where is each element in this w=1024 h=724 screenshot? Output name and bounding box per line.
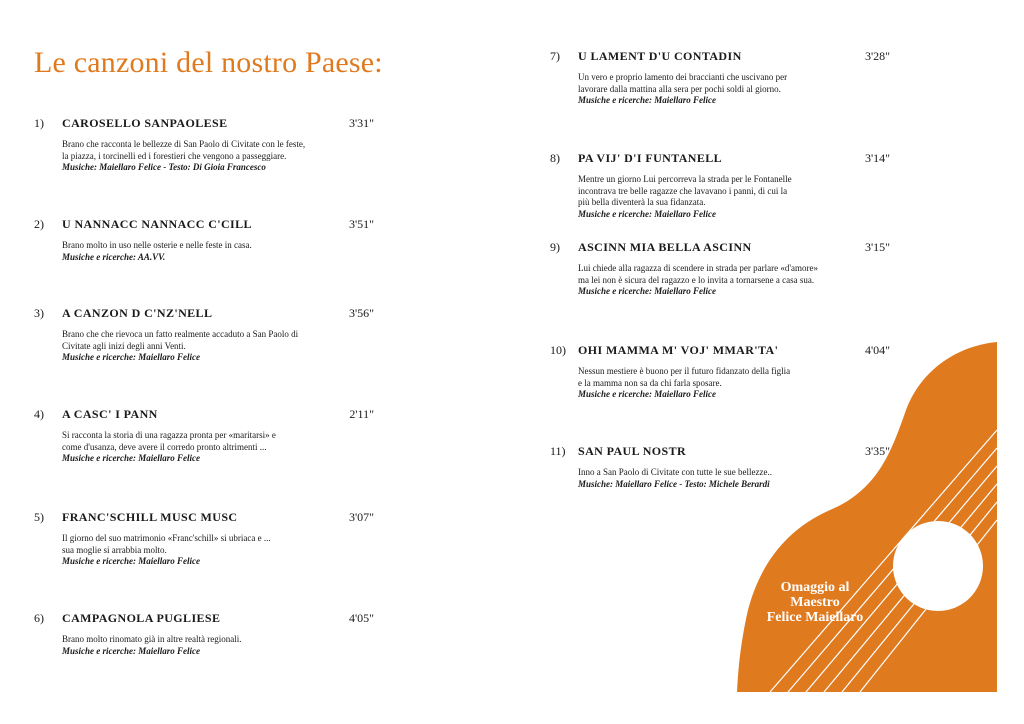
tribute-text: Omaggio al Maestro Felice Maiellaro xyxy=(766,580,864,625)
song-credit: Musiche e ricerche: Maiellaro Felice xyxy=(578,286,716,296)
song-description: Brano molto in uso nelle osterie e nelle feste in casa. xyxy=(62,240,252,250)
song-credit: Musiche e ricerche: Maiellaro Felice xyxy=(62,453,200,463)
song-duration: 3'51" xyxy=(348,217,374,231)
song-item: 6) CAMPAGNOLA PUGLIESE 4'05" Brano molto rinomato già in altre realtà regionali. Musiche e ricerche: Maiellaro Felice xyxy=(34,611,374,656)
song-description: Nessun mestiere è buono per il futuro fidanzato della figlia e la mamma non sa da chi farla sposare. xyxy=(578,366,791,388)
song-title: A CANZON D C'NZ'NELL xyxy=(62,306,213,320)
song-credit: Musiche e ricerche: Maiellaro Felice xyxy=(62,352,200,362)
song-description: Mentre un giorno Lui percorreva la strada per le Fontanelle incontrava tre belle ragazze che lavavano i panni, di cui la più bella diventerà la sua fidanzata. xyxy=(578,174,792,207)
song-title: CAROSELLO SANPAOLESE xyxy=(62,116,228,130)
song-credit: Musiche e ricerche: AA.VV. xyxy=(62,251,166,262)
song-description: Brano che che rievoca un fatto realmente accaduto a San Paolo di Civitate agli inizi degli anni Venti. xyxy=(62,329,299,351)
song-item: 5) FRANC'SCHILL MUSC MUSC 3'07" Il giorno del suo matrimonio «Franc'schill» si ubriaca e ... sua moglie si arrabbia molto. Musiche e ricerche: Maiellaro Felice xyxy=(34,510,374,566)
song-item: 1) CAROSELLO SANPAOLESE 3'31" Brano che racconta le bellezze di San Paolo di Civitate con le feste, la piazza, i torcinelli ed i forestieri che vengono a passeggiare. Musiche: Maiellaro Felice - Testo: Di Gioia Francesco xyxy=(34,116,374,172)
song-title: SAN PAUL NOSTR xyxy=(578,444,687,458)
song-title: OHI MAMMA M' VOJ' MMAR'TA' xyxy=(578,343,779,357)
song-item: 8) PA VIJ' D'I FUNTANELL 3'14" Mentre un giorno Lui percorreva la strada per le Fontanelle incontrava tre belle ragazze che lavavano i panni, di cui la più bella diventerà la sua fidanzata. Musiche e ricerche: Maiellaro Felice xyxy=(550,151,890,219)
song-credit: Musiche e ricerche: Maiellaro Felice xyxy=(578,208,716,219)
song-duration: 3'56" xyxy=(348,306,374,320)
song-description: Si racconta la storia di una ragazza pronta per «maritarsi» e come d'usanza, deve avere il corredo pronto altrimenti ... xyxy=(62,430,276,452)
song-credit: Musiche: Maiellaro Felice - Testo: Michele Berardi xyxy=(578,478,770,489)
song-description: Il giorno del suo matrimonio «Franc'schill» si ubriaca e ... sua moglie si arrabbia molto. xyxy=(62,533,271,555)
song-duration: 3'31" xyxy=(348,116,374,130)
song-title: PA VIJ' D'I FUNTANELL xyxy=(578,151,723,165)
song-description: Inno a San Paolo di Civitate con tutte le sue bellezze.. xyxy=(578,467,772,477)
song-title: A CASC' I PANN xyxy=(62,407,158,421)
song-credit: Musiche e ricerche: Maiellaro Felice xyxy=(62,556,200,566)
song-description: Un vero e proprio lamento dei braccianti che uscivano per lavorare dalla mattina alla sera per pochi soldi al giorno. xyxy=(578,72,788,94)
song-description: Lui chiede alla ragazza di scendere in strada per parlare «d'amore» ma lei non è sicura del ragazzo e lo invita a tornarsene a casa sua. xyxy=(578,263,818,285)
song-item: 11) SAN PAUL NOSTR 3'35" Inno a San Paolo di Civitate con tutte le sue bellezze.. Musiche: Maiellaro Felice - Testo: Michele Berardi xyxy=(550,444,890,489)
song-duration: 3'35" xyxy=(864,444,890,458)
sound-hole xyxy=(893,521,983,611)
song-item: 10) OHI MAMMA M' VOJ' MMAR'TA' 4'04" Nessun mestiere è buono per il futuro fidanzato della figlia e la mamma non sa da chi farla sposare. Musiche e ricerche: Maiellaro Felice xyxy=(550,343,890,399)
song-description: Brano molto rinomato già in altre realtà regionali. xyxy=(62,634,242,644)
song-credit: Musiche e ricerche: Maiellaro Felice xyxy=(578,95,716,105)
song-description: Brano che racconta le bellezze di San Paolo di Civitate con le feste, la piazza, i torcinelli ed i forestieri che vengono a passeggiare. xyxy=(62,139,306,161)
song-item: 7) U LAMENT D'U CONTADIN 3'28" Un vero e proprio lamento dei braccianti che uscivano per lavorare dalla mattina alla sera per pochi soldi al giorno. Musiche e ricerche: Maiellaro Felice xyxy=(550,49,890,105)
song-item: 9) ASCINN MIA BELLA ASCINN 3'15" Lui chiede alla ragazza di scendere in strada per parlare «d'amore» ma lei non è sicura del ragazzo e lo invita a tornarsene a casa sua. Musiche e ricerche: Maiellaro Felice xyxy=(550,240,890,296)
song-item: 3) A CANZON D C'NZ'NELL 3'56" Brano che che rievoca un fatto realmente accaduto a San Paolo di Civitate agli inizi degli anni Venti. Musiche e ricerche: Maiellaro Felice xyxy=(34,306,374,362)
song-duration: 2'11" xyxy=(349,407,374,421)
song-title: FRANC'SCHILL MUSC MUSC xyxy=(62,510,238,524)
song-title: CAMPAGNOLA PUGLIESE xyxy=(62,611,221,625)
song-item: 4) A CASC' I PANN 2'11" Si racconta la storia di una ragazza pronta per «maritarsi» e come d'usanza, deve avere il corredo pronto altrimenti ... Musiche e ricerche: Maiellaro Felice xyxy=(34,407,374,463)
song-item: 2) U NANNACC NANNACC C'CILL 3'51" Brano molto in uso nelle osterie e nelle feste in casa. Musiche e ricerche: AA.VV. xyxy=(34,217,374,262)
song-credit: Musiche e ricerche: Maiellaro Felice xyxy=(578,389,716,399)
song-duration: 3'28" xyxy=(864,49,890,63)
song-credit: Musiche e ricerche: Maiellaro Felice xyxy=(62,645,200,656)
song-duration: 3'07" xyxy=(348,510,374,524)
song-duration: 4'04" xyxy=(864,343,890,357)
page-title: Le canzoni del nostro Paese: xyxy=(34,46,383,79)
song-title: U LAMENT D'U CONTADIN xyxy=(578,49,742,63)
song-credit: Musiche: Maiellaro Felice - Testo: Di Gioia Francesco xyxy=(62,162,266,172)
song-title: ASCINN MIA BELLA ASCINN xyxy=(578,240,752,254)
song-duration: 3'14" xyxy=(864,151,890,165)
song-title: U NANNACC NANNACC C'CILL xyxy=(62,217,252,231)
song-duration: 4'05" xyxy=(348,611,374,625)
song-duration: 3'15" xyxy=(864,240,890,254)
